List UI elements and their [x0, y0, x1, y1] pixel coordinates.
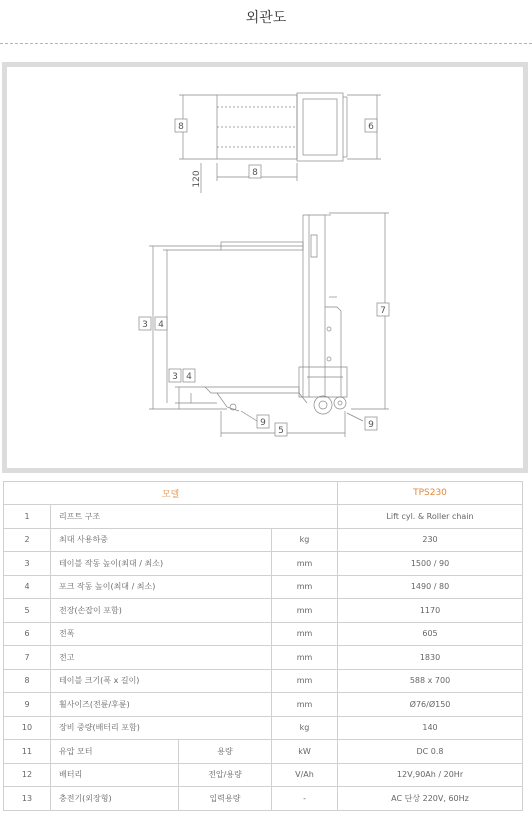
row-number: 2	[4, 528, 51, 552]
row-sublabel: 용량	[179, 740, 272, 764]
row-number: 12	[4, 763, 51, 787]
row-value: 1830	[338, 646, 523, 670]
row-value: DC 0.8	[338, 740, 523, 764]
row-number: 6	[4, 622, 51, 646]
row-label: 최대 사용하중	[51, 528, 272, 552]
row-label: 테이블 크기(폭 x 길이)	[51, 669, 272, 693]
row-label: 유압 모터	[51, 740, 179, 764]
row-unit: mm	[272, 622, 338, 646]
row-number: 7	[4, 646, 51, 670]
row-number: 8	[4, 669, 51, 693]
row-value: 1490 / 80	[338, 575, 523, 599]
table-header-row	[4, 482, 523, 505]
row-value: 588 x 700	[338, 669, 523, 693]
row-value: 1170	[338, 599, 523, 623]
table-row	[4, 575, 523, 599]
label-top-bottom-8: 8	[252, 168, 258, 178]
row-unit: mm	[272, 646, 338, 670]
row-label: 장비 중량(배터리 포함)	[51, 716, 272, 740]
row-number: 1	[4, 505, 51, 529]
row-unit: mm	[272, 693, 338, 717]
row-label: 전고	[51, 646, 272, 670]
label-side-120: 120	[192, 170, 202, 188]
row-unit: mm	[272, 575, 338, 599]
row-unit: mm	[272, 669, 338, 693]
label-bottom-9-right: 9	[368, 420, 374, 430]
table-row	[4, 528, 523, 552]
row-value: 230	[338, 528, 523, 552]
table-row	[4, 716, 523, 740]
row-label: 휠사이즈(전륜/후륜)	[51, 693, 272, 717]
row-label: 전장(손잡이 포함)	[51, 599, 272, 623]
row-unit: mm	[272, 552, 338, 576]
header-model: 모델	[4, 482, 338, 505]
row-number: 10	[4, 716, 51, 740]
row-value: 12V,90Ah / 20Hr	[338, 763, 523, 787]
top-view-mast	[297, 93, 343, 161]
row-label: 리프트 구조	[51, 505, 338, 529]
lower-table	[205, 387, 299, 393]
page-title: 외관도	[245, 10, 287, 26]
table-row	[4, 763, 523, 787]
row-number: 4	[4, 575, 51, 599]
row-unit: V/Ah	[272, 763, 338, 787]
table-row	[4, 693, 523, 717]
row-value: AC 단상 220V, 60Hz	[338, 787, 523, 811]
label-left-4: 4	[158, 320, 164, 330]
spec-table	[3, 481, 523, 811]
row-value: 140	[338, 716, 523, 740]
label-right-7: 7	[380, 306, 386, 316]
row-unit: -	[272, 787, 338, 811]
title-divider	[0, 43, 532, 44]
row-label: 포크 작동 높이(최대 / 최소)	[51, 575, 272, 599]
row-label: 테이블 작동 높이(최대 / 최소)	[51, 552, 272, 576]
table-row	[4, 505, 523, 529]
label-left-3: 3	[142, 320, 148, 330]
row-value: 1500 / 90	[338, 552, 523, 576]
table-row	[4, 669, 523, 693]
table-row	[4, 740, 523, 764]
table-row	[4, 646, 523, 670]
label-low-3: 3	[172, 372, 178, 382]
label-low-4: 4	[186, 372, 192, 382]
row-number: 13	[4, 787, 51, 811]
row-value: 605	[338, 622, 523, 646]
row-unit: kg	[272, 716, 338, 740]
table-row	[4, 622, 523, 646]
handle	[325, 307, 341, 397]
row-number: 3	[4, 552, 51, 576]
header-product: TPS230	[338, 482, 523, 505]
row-sublabel: 전압/용량	[179, 763, 272, 787]
row-number: 9	[4, 693, 51, 717]
label-top-right-6: 6	[368, 122, 374, 132]
row-unit: kg	[272, 528, 338, 552]
row-label: 충전기(외장형)	[51, 787, 179, 811]
row-number: 5	[4, 599, 51, 623]
table-row	[4, 787, 523, 811]
technical-drawing	[7, 67, 523, 468]
row-unit: mm	[272, 599, 338, 623]
row-unit: kW	[272, 740, 338, 764]
label-bottom-5: 5	[278, 426, 284, 436]
row-label: 전폭	[51, 622, 272, 646]
label-top-left-8: 8	[178, 122, 184, 132]
table-row	[4, 552, 523, 576]
label-bottom-9-left: 9	[260, 418, 266, 428]
row-label: 배터리	[51, 763, 179, 787]
row-value: Ø76/Ø150	[338, 693, 523, 717]
row-sublabel: 입력용량	[179, 787, 272, 811]
exterior-drawing	[2, 62, 528, 473]
row-number: 11	[4, 740, 51, 764]
row-value: Lift cyl. & Roller chain	[338, 505, 523, 529]
rear-wheel	[314, 396, 332, 414]
table-row	[4, 599, 523, 623]
